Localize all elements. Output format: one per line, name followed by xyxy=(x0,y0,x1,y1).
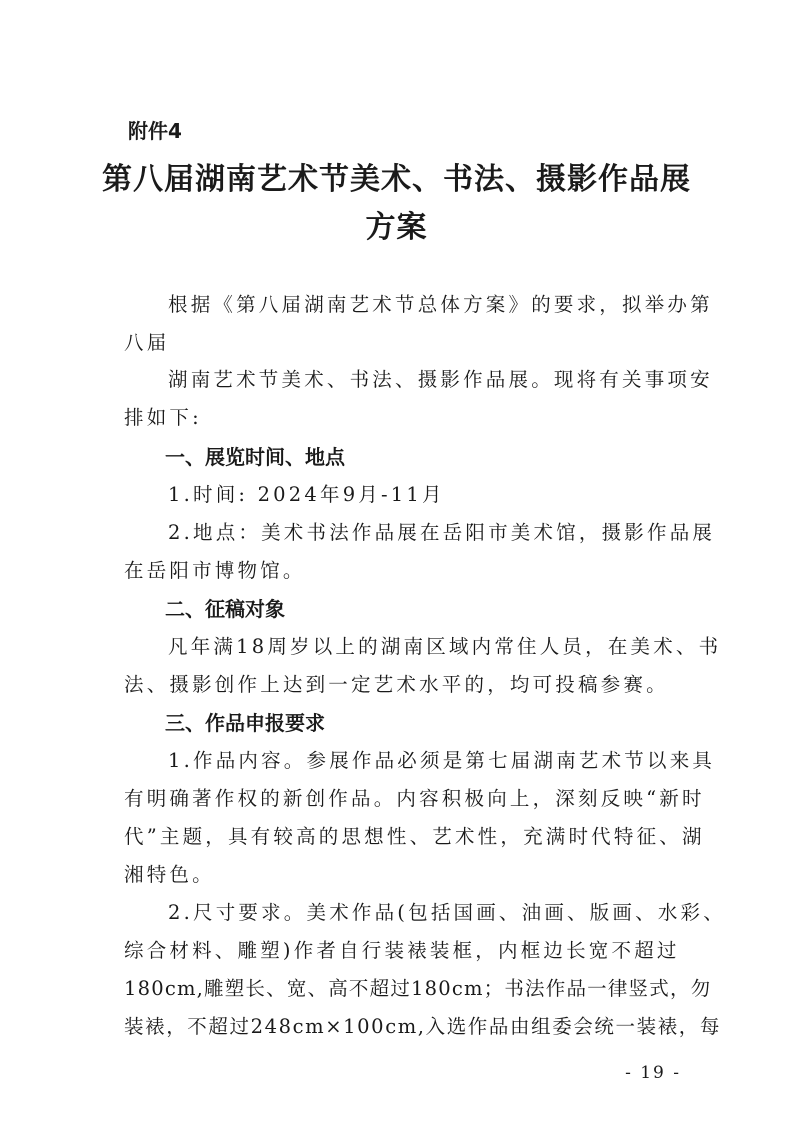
paragraph-line: 排如下: xyxy=(124,406,202,429)
paragraph-line: 八届 xyxy=(124,331,170,354)
page-number: - 19 - xyxy=(625,1063,681,1083)
paragraph-line: 1.时间: 2024年9月-11月 xyxy=(168,483,445,506)
paragraph-line: 湘特色。 xyxy=(124,863,215,886)
attachment-label: 附件4 xyxy=(128,119,182,143)
section-heading-3: 三、作品申报要求 xyxy=(165,711,325,735)
paragraph-line: 有明确著作权的新创作品。内容积极向上，深刻反映“新时 xyxy=(124,787,705,810)
paragraph-line: 2.尺寸要求。美术作品(包括国画、油画、版画、水彩、 xyxy=(168,901,726,924)
paragraph-line: 湖南艺术节美术、书法、摄影作品展。现将有关事项安 xyxy=(168,368,713,391)
paragraph-line: 法、摄影创作上达到一定艺术水平的，均可投稿参赛。 xyxy=(124,673,669,696)
paragraph-line: 凡年满18周岁以上的湖南区域内常住人员，在美术、书 xyxy=(168,635,722,658)
paragraph-line: 综合材料、雕塑)作者自行装裱装框，内框边长宽不超过 xyxy=(124,939,680,962)
paragraph-line: 装裱，不超过248cm×100cm,入选作品由组委会统一装裱，每 xyxy=(124,1015,722,1038)
document-title-line-1: 第八届湖南艺术节美术、书法、摄影作品展 xyxy=(102,162,691,197)
paragraph-line: 1.作品内容。参展作品必须是第七届湖南艺术节以来具 xyxy=(168,749,716,772)
paragraph-line: 根据《第八届湖南艺术节总体方案》的要求，拟举办第 xyxy=(168,293,713,316)
paragraph-line: 2.地点：美术书法作品展在岳阳市美术馆，摄影作品展 xyxy=(168,521,716,544)
paragraph-line: 180cm,雕塑长、宽、高不超过180cm；书法作品一律竖式，勿 xyxy=(124,977,712,1000)
paragraph-line: 在岳阳市博物馆。 xyxy=(124,559,306,582)
section-heading-1: 一、展览时间、地点 xyxy=(165,445,345,469)
document-title-line-2: 方案 xyxy=(365,210,428,245)
section-heading-2: 二、征稿对象 xyxy=(165,597,285,621)
paragraph-line: 代”主题，具有较高的思想性、艺术性，充满时代特征、湖 xyxy=(124,825,705,848)
